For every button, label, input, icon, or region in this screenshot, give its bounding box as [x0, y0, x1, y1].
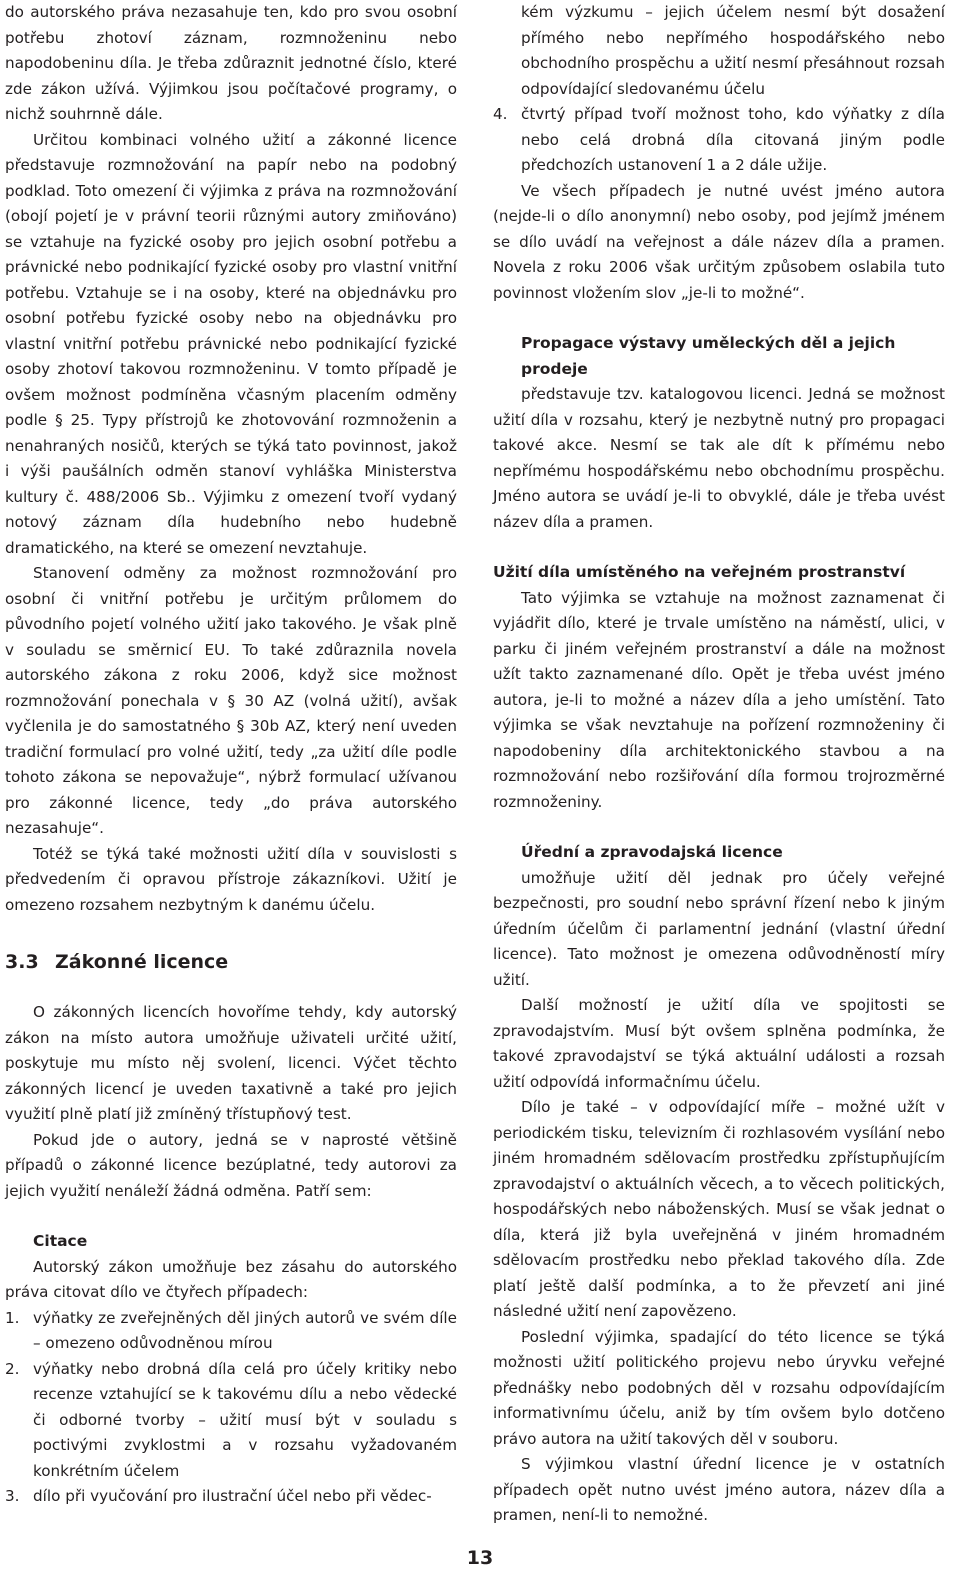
- paragraph-item3-continued: kém výzkumu – jejich účelem nesmí být dosažení přímého nebo nepřímého hospodářského nebo obchodního prospěchu a užití nesmí přesáhnout rozsah odpovídající sledovanému účelu: [521, 3, 945, 98]
- section-heading: [5, 950, 457, 975]
- paragraph-official-licence: umožňuje užití děl jednak pro účely veřejné bezpečnosti, pro soudní nebo správní řízení nebo k jiným úředním účelům či parlamentní jednání (vlastní úřední licence). Tato možnost je omezena odůvodněností míry užití.: [493, 868, 945, 989]
- paragraph-attribution: S výjimkou vlastní úřední licence je v ostatních případech opět nutno uvést jméno autora, název díla a pramen, není-li to nemožné.: [493, 1455, 945, 1524]
- paragraph-news-reporting: Další možností je užití díla ve spojitosti se zpravodajstvím. Musí být ovšem splněna podmínka, že takové zpravodajství se týká aktuální události a rozsah užití odpovídá informačnímu účelu.: [493, 996, 945, 1091]
- paragraph-catalogue-licence: představuje tzv. katalogovou licenci. Jedná se možnost užití díla v rozsahu, který je nezbytně nutný pro propagaci takové akce. Nesmí se tak ale dít k přímému nebo nepřímému hospodářskému nebo obchodnímu prospěchu. Jméno autora se uvádí je-li to obvyklé, dále je třeba uvést název díla a pramen.: [493, 385, 945, 531]
- paragraph-periodicals: Dílo je také – v odpovídající míře – možné užít v periodickém tisku, televizním či rozhlasovém vysílání nebo jiném hromadném sdělovacím prostředku zpřístupňujícím zpravodajství o aktuálních věcech, a to věcech politických, hospodářských nebo náboženských. Musí se však jednat o díla, která již byla uveřejněná v jiném hromadném sdělovacím prostředku nebo překlad takového díla. Zde platí ještě další podmínka, a to že převzetí ani jiné následné užití není zapovězeno.: [493, 1098, 945, 1320]
- paragraph-author-name: Ve všech případech je nutné uvést jméno autora (nejde-li o dílo anonymní) nebo osoby, pod jejímž jménem se dílo uvádí na veřejnost a dále název díla a pramen. Novela z roku 2006 však určitým způsobem oslabila tuto povinnost vložením slov „je-li to možné“.: [493, 181, 945, 302]
- section-number: 3.3: [5, 951, 39, 973]
- list-item: [5, 1306, 457, 1357]
- list-item: [5, 1484, 457, 1510]
- list-number: 4.: [493, 105, 508, 123]
- list-text: výňatky nebo drobná díla celá pro účely kritiky nebo recenze vztahující se k takovému dílu a nebo vědecké či odborné tvorby – užití musí být v souladu s poctivými zvyklostmi a v rozsahu vyžadovaném konkrétním účelem: [33, 1359, 457, 1480]
- list-text: dílo při vyučování pro ilustrační účel nebo při vědec-: [33, 1487, 432, 1505]
- paragraph-citation-intro: Autorský zákon umožňuje bez zásahu do autorského práva citovat dílo ve čtyřech případech:: [5, 1257, 457, 1301]
- heading-public-space: Užití díla umístěného na veřejném prostranství: [493, 563, 906, 581]
- list-number: 3.: [5, 1487, 20, 1505]
- list-number: 1.: [5, 1308, 20, 1327]
- heading-citace: Citace: [33, 1232, 88, 1250]
- paragraph-political-speech: Poslední výjimka, spadající do této licence se týká možnosti užití politického projevu nebo úryvku veřejné přednášky nebo podobných děl v rozsahu odpovídajícím informativnímu účelu, aniž by tím ovšem bylo dotčeno právo autora na užití takových děl v souboru.: [493, 1327, 945, 1448]
- paragraph-public-space: Tato výjimka se vztahuje na možnost zaznamenat či vyjádřit dílo, které je trvale umístěno na náměstí, ulici, v parku či jiném veřejném prostranství a dále na možnost užít takto zaznamenané dílo. Opět je třeba uvést jméno autora, je-li to možné a název díla a jeho umístění. Tato výjimka se však nevztahuje na pořízení rozmnoženiny či napodobeniny díla architektonického stavbou a na rozmnožování nebo rozšiřování díla formou trojrozměrné rozmnoženiny.: [493, 588, 945, 811]
- citation-list: [5, 1306, 457, 1510]
- list-item: [5, 1357, 457, 1485]
- list-text: výňatky ze zveřejněných děl jiných autorů ve svém díle – omezeno odůvodněnou mírou: [33, 1308, 457, 1352]
- paragraph-reproduction-paper: Určitou kombinaci volného užití a zákonné licence představuje rozmnožování na papír nebo na podobný podklad. Toto omezení či výjimka z práva na rozmnožování (obojí pojetí je v právní teorii různými autory zmiňováno) se vztahuje na fyzické osoby pro jejich osobní potřebu a právnické nebo podnikající fyzické osoby pro vlastní vnitřní potřebu. Vztahuje se i na osoby, které na objednávku pro osobní potřebu fyzické osoby nebo na objednávku pro vlastní vnitřní potřebu právnické nebo podnikající fyzické osoby zhotoví takovou rozmnoženinu. V tomto případě je ovšem možnost podmíněna včasným placením odměny podle § 25. Typy přístrojů ke zhotovování rozmnoženin a nenahraných nosičů, kterých se týká tato povinnost, jakož i výši paušálních odměn stanoví vyhláška Ministerstva kultury č. 488/2006 Sb.. Výjimku z omezení tvoří vydaný notový záznam díla hudebního nebo hudebně dramatického, na které se omezení nevztahuje.: [5, 130, 457, 557]
- paragraph-personal-use: do autorského práva nezasahuje ten, kdo pro svou osobní potřebu zhotoví záznam, rozmnoženinu nebo napodobeninu díla. Je třeba zdůraznit jednotné číslo, které zde zákon užívá. Výjimkou jsou počítačové programy, o nichž souhrnně dále.: [5, 3, 457, 123]
- left-column: [5, 0, 457, 1510]
- list-text: čtvrtý případ tvoří možnost toho, kdo výňatky z díla nebo celá drobná díla citovaná jiným podle předchozích ustanovení 1 a 2 dále užije.: [521, 105, 945, 174]
- heading-propagace: Propagace výstavy uměleckých děl a jejich prodeje: [521, 334, 896, 378]
- right-column: [493, 0, 945, 1529]
- heading-official-news: Úřední a zpravodajská licence: [521, 843, 783, 861]
- paragraph-free-licences: Pokud jde o autory, jedná se v naprosté většině případů o zákonné licence bezúplatné, tedy autorovi za jejich využití nenáleží žádná odměna. Patří sem:: [5, 1130, 457, 1200]
- paragraph-statutory-licences: O zákonných licencích hovoříme tehdy, kdy autorský zákon na místo autora umožňuje uživateli určité užití, poskytuje mu místo něj svolení, licenci. Výčet těchto zákonných licencí je uveden taxativně a také pro jejich využití plně platí již zmíněný třístupňový test.: [5, 1003, 457, 1123]
- list-item: [493, 102, 945, 179]
- paragraph-remuneration: Stanovení odměny za možnost rozmnožování pro osobní či vnitřní potřebu je určitým průlomem do původního pojetí volného užití jako takového. Je však plně v souladu se směrnicí EU. To také zdůraznila novela autorského zákona z roku 2006, když sice možnost rozmnožování ponechala v § 30 AZ (volná užití), avšak vyčlenila je do samostatného § 30b AZ, který není uveden tradiční formulací pro volné užití, tedy „za užití díle podle tohoto zákona se nepovažuje“, nýbrž formulací užívanou pro zákonné licence, tedy „do práva autorského nezasahuje“.: [5, 564, 457, 837]
- paragraph-device-demo: Totéž se týká také možnosti užití díla v souvislosti s předvedením či opravou přístroje zákazníkovi. Užití je omezeno rozsahem nezbytným k danému účelu.: [5, 844, 457, 914]
- page-number: 13: [466, 1547, 494, 1569]
- section-title: Zákonné licence: [55, 951, 229, 973]
- citation-list-continued: [493, 102, 945, 179]
- list-number: 2.: [5, 1359, 20, 1378]
